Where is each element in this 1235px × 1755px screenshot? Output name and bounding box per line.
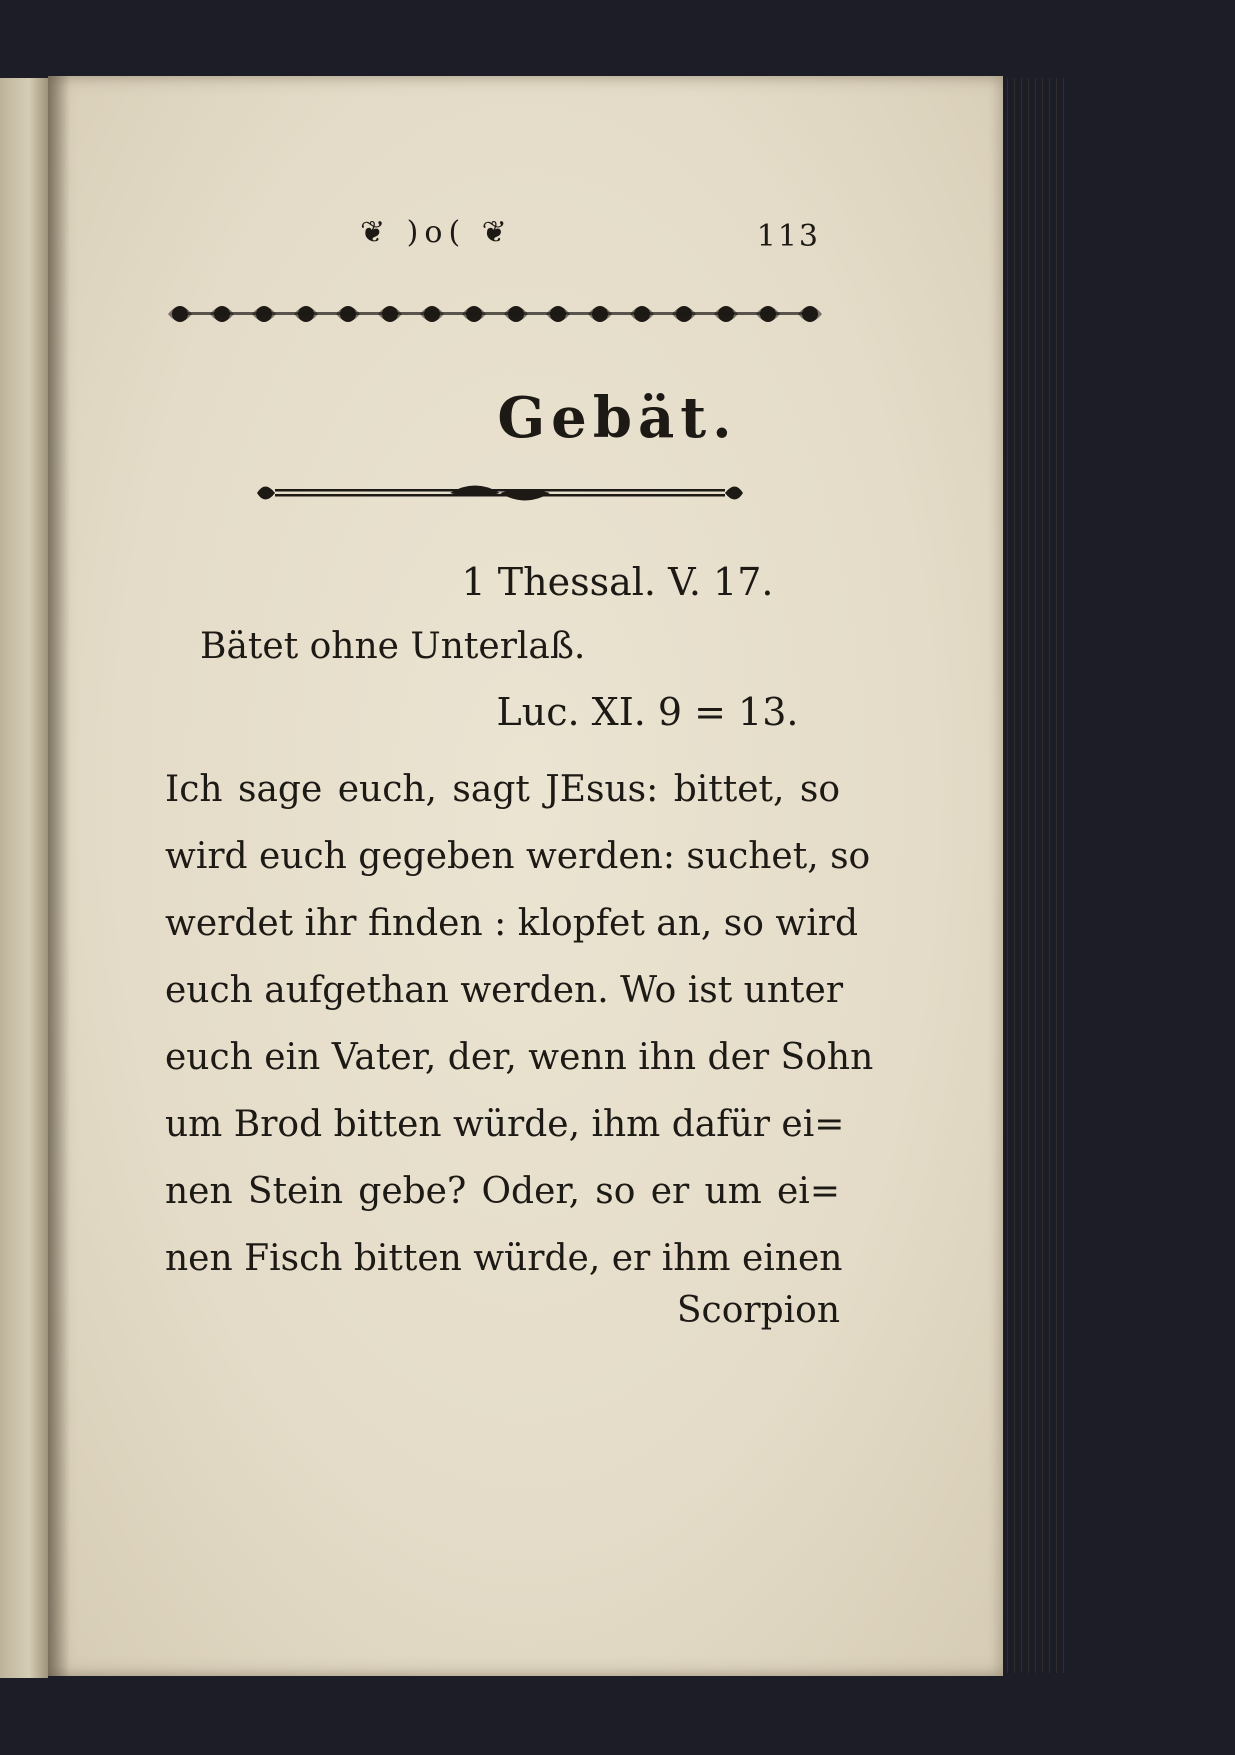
running-header (360, 215, 820, 255)
body-line-1: Ich sage euch, sagt JEsus: bittet, so (165, 769, 840, 810)
right-fleuron-icon (725, 487, 743, 500)
body-line-5: euch ein Vater, der, wenn ihn der Sohn (165, 1037, 874, 1078)
left-fleuron-icon (257, 487, 275, 500)
center-scroll-icon (450, 486, 550, 501)
ornamental-rule (255, 478, 745, 508)
page-number: 113 (756, 219, 820, 254)
facing-page-edge (0, 78, 48, 1678)
body-line-2: wird euch gegeben werden: suchet, so (165, 836, 871, 877)
page-stack-lines (1000, 78, 1070, 1673)
reference-luke: Luc. XI. 9 = 13. (496, 690, 799, 734)
body-line-6: um Brod bitten würde, ihm dafür ei= (165, 1104, 845, 1145)
header-ornament: ❦ )o( ❦ (360, 215, 513, 250)
body-line-4: euch aufgethan werden. Wo ist unter (165, 970, 844, 1011)
catchword: Scorpion (676, 1290, 840, 1331)
body-line-7: nen Stein gebe? Oder, so er um ei= (165, 1171, 840, 1212)
gutter-shadow (48, 76, 70, 1676)
ornamental-band (160, 295, 835, 333)
body-line-3: werdet ihr finden : klopfet an, so wird (165, 903, 858, 944)
section-title: Gebät. (497, 385, 738, 451)
body-line-8: nen Fisch bitten würde, er ihm einen (165, 1238, 843, 1279)
verse-text-1: Bätet ohne Unterlaß. (200, 626, 586, 667)
reference-thessalonians: 1 Thessal. V. 17. (461, 560, 774, 604)
